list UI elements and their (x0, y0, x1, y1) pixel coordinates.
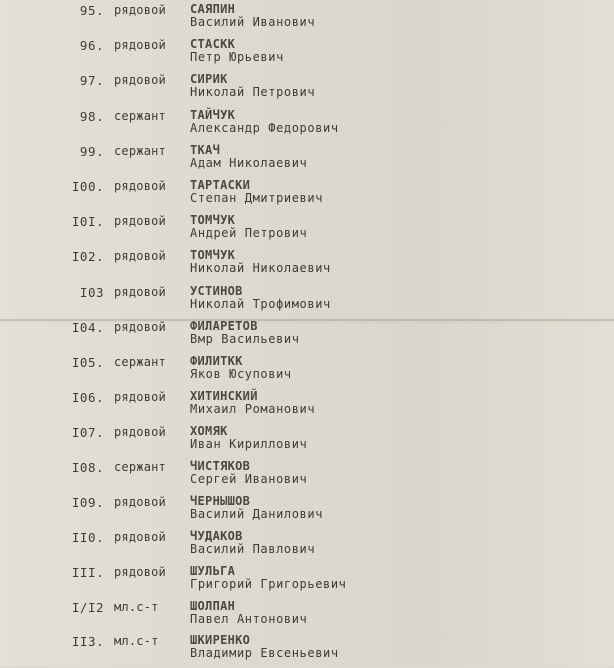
entry-rank: рядовой (114, 249, 166, 263)
entry-given-name: Николай Петрович (190, 85, 316, 99)
entry-given-name: Александр Федорович (190, 121, 339, 135)
entry-surname: ТОМЧУК (190, 213, 236, 227)
entry-rank: рядовой (114, 390, 166, 404)
list-item (0, 354, 614, 389)
entry-rank: рядовой (114, 73, 166, 87)
entry-number: II3. (71, 634, 104, 649)
entry-given-name: Григорий Григорьевич (190, 577, 347, 591)
entry-rank: рядовой (114, 495, 166, 509)
entry-surname: ШОЛПАН (190, 599, 236, 613)
list-item (0, 37, 614, 72)
entry-rank: рядовой (114, 214, 166, 228)
entry-surname: УСТИНОВ (190, 284, 243, 298)
entry-surname: СТАСКК (190, 37, 236, 51)
entry-surname: ХОМЯК (190, 424, 228, 438)
entry-rank: рядовой (114, 425, 166, 439)
entry-surname: ТОМЧУК (190, 248, 236, 262)
entry-given-name: Николай Николаевич (190, 261, 331, 275)
list-item (0, 2, 614, 37)
entry-given-name: Василий Иванович (190, 15, 316, 29)
entry-rank: мл.с-т (114, 600, 159, 614)
entry-given-name: Андрей Петрович (190, 226, 308, 240)
entry-rank: сержант (114, 460, 166, 474)
entry-rank: рядовой (114, 320, 166, 334)
entry-given-name: Адам Николаевич (190, 156, 308, 170)
entry-rank: рядовой (114, 530, 166, 544)
list-item (0, 284, 614, 319)
entry-surname: ТКАЧ (190, 143, 221, 157)
entry-number: I09. (71, 495, 104, 510)
list-item (0, 529, 614, 564)
entry-number: I02. (71, 249, 104, 264)
entry-rank: рядовой (114, 38, 166, 52)
entry-surname: ТАРТАСКИ (190, 178, 251, 192)
list-item (0, 213, 614, 248)
entry-given-name: Вмр Васильевич (190, 332, 300, 346)
list-item (0, 389, 614, 424)
entry-number: 97. (79, 73, 104, 88)
entry-given-name: Иван Кириллович (190, 437, 308, 451)
entry-given-name: Павел Антонович (190, 612, 308, 626)
entry-given-name: Яков Юсупович (190, 367, 292, 381)
entry-number: I0I. (71, 214, 104, 229)
list-item (0, 319, 614, 354)
entry-given-name: Василий Павлович (190, 542, 316, 556)
entry-given-name: Владимир Евсеньевич (190, 646, 339, 660)
entry-rank: сержант (114, 109, 166, 123)
entry-number: I07. (71, 425, 104, 440)
entry-rank: рядовой (114, 3, 166, 17)
entry-surname: САЯПИН (190, 2, 236, 16)
list-item (0, 248, 614, 283)
entry-number: II0. (71, 530, 104, 545)
entry-surname: ЧУДАКОВ (190, 529, 243, 543)
entry-rank: рядовой (114, 565, 166, 579)
entry-given-name: Михаил Романович (190, 402, 316, 416)
entry-number: I04. (71, 320, 104, 335)
entry-number: 99. (79, 144, 104, 159)
entry-surname: ЧЕРНЫШОВ (190, 494, 251, 508)
list-item (0, 108, 614, 143)
entry-number: I03 (79, 285, 104, 300)
list-item (0, 143, 614, 178)
entry-given-name: Сергей Иванович (190, 472, 308, 486)
entry-given-name: Петр Юрьевич (190, 50, 284, 64)
entry-rank: рядовой (114, 179, 166, 193)
entry-number: I/I2 (71, 600, 104, 615)
entry-surname: ТАЙЧУК (190, 108, 236, 122)
entry-number: 98. (79, 109, 104, 124)
entry-number: 96. (79, 38, 104, 53)
list-item (0, 72, 614, 107)
entry-surname: ЧИСТЯКОВ (190, 459, 251, 473)
entry-surname: ШУЛЬГА (190, 564, 236, 578)
entry-rank: сержант (114, 355, 166, 369)
entry-number: I00. (71, 179, 104, 194)
entry-number: III. (71, 565, 104, 580)
list-item (0, 424, 614, 459)
list-item (0, 494, 614, 529)
entry-surname: СИРИК (190, 72, 228, 86)
entry-number: I06. (71, 390, 104, 405)
list-item (0, 599, 614, 634)
list-item (0, 178, 614, 213)
entry-given-name: Степан Дмитриевич (190, 191, 324, 205)
list-item (0, 564, 614, 599)
entry-surname: ФИЛИТКК (190, 354, 243, 368)
entry-rank: рядовой (114, 285, 166, 299)
entry-rank: мл.с-т (114, 634, 159, 648)
entry-rank: сержант (114, 144, 166, 158)
entry-given-name: Николай Трофимович (190, 297, 331, 311)
entry-surname: ФИЛАРЕТОВ (190, 319, 258, 333)
entry-number: I08. (71, 460, 104, 475)
list-item (0, 459, 614, 494)
entry-number: 95. (79, 3, 104, 18)
entry-number: I05. (71, 355, 104, 370)
list-item (0, 633, 614, 668)
entry-given-name: Василий Данилович (190, 507, 324, 521)
entry-surname: ХИТИНСКИЙ (190, 389, 258, 403)
entry-surname: ШКИРЕНКО (190, 633, 251, 647)
